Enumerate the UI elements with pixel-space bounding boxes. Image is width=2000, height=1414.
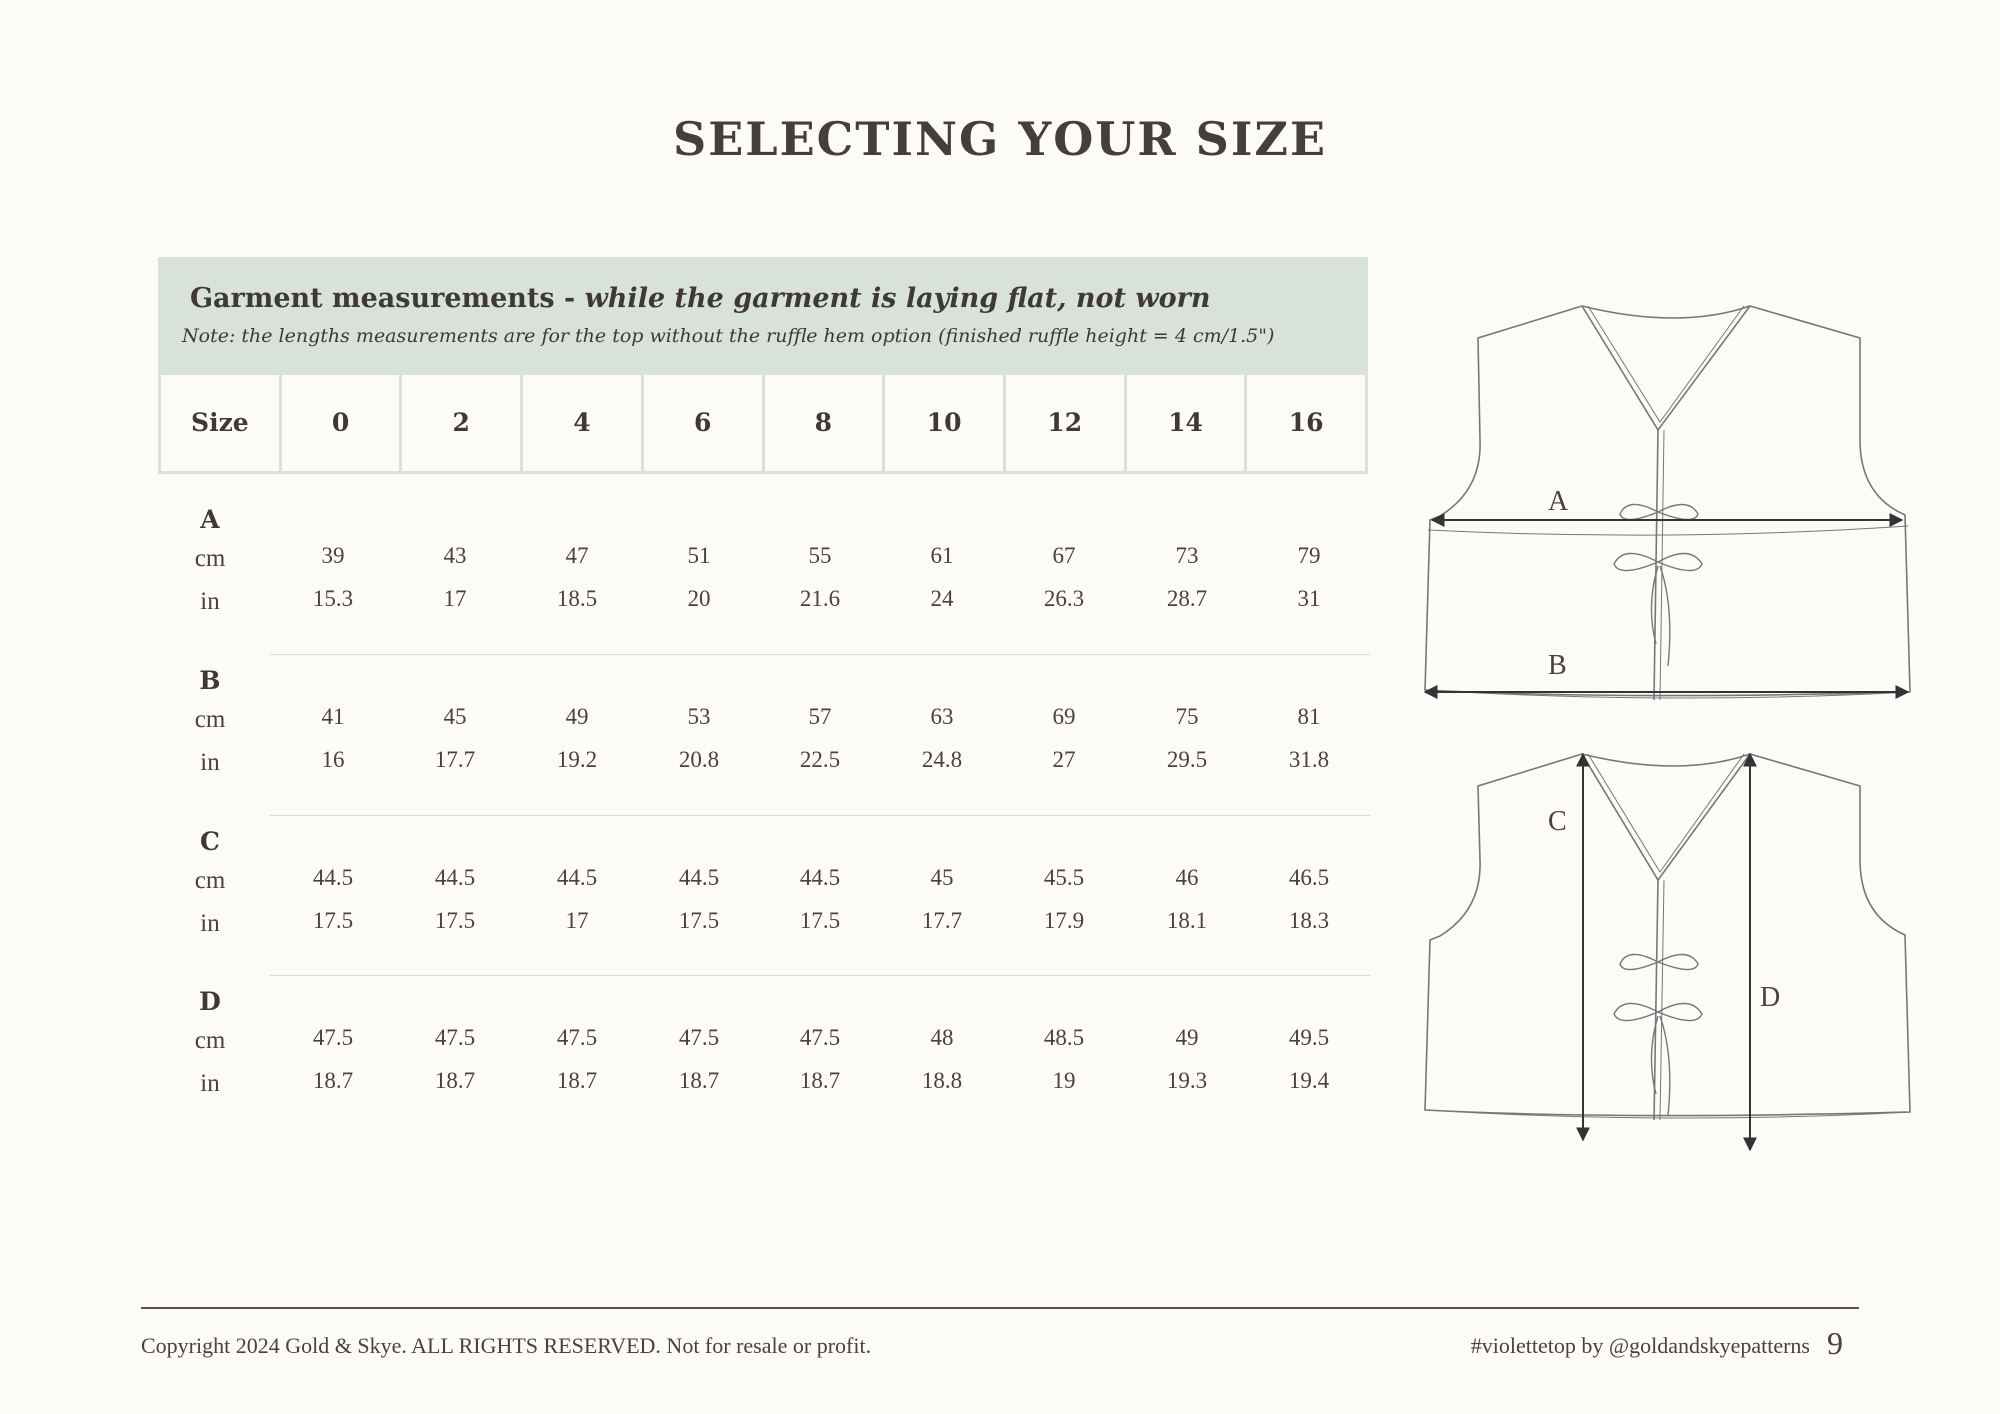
garment-illustration: [1420, 290, 1940, 1170]
value-cell: 46: [1175, 865, 1199, 890]
value-cell: 15.3: [312, 586, 354, 611]
size-header-0: 0: [279, 374, 400, 471]
value-cell: 17: [565, 908, 589, 933]
page-title: SELECTING YOUR SIZE: [672, 112, 1328, 166]
value-cell: 18.8: [921, 1068, 963, 1093]
value-cell: 20: [687, 586, 711, 611]
value-cell: 20.8: [678, 747, 720, 772]
value-cell: 49: [565, 704, 589, 729]
value-cell: 44.5: [678, 865, 720, 890]
value-cell: 79: [1297, 543, 1321, 568]
value-cell: 49: [1175, 1025, 1199, 1050]
label-c: C: [1548, 806, 1567, 837]
table-header-title-text: Garment measurements -: [190, 283, 585, 314]
value-cell: 49.5: [1288, 1025, 1330, 1050]
value-cell: 75: [1175, 704, 1199, 729]
value-cell: 17.7: [434, 747, 476, 772]
value-cell: 47.5: [434, 1025, 476, 1050]
size-header-6: 6: [641, 374, 762, 471]
value-cell: 19.2: [556, 747, 598, 772]
label-a: A: [1548, 486, 1569, 517]
size-header-8: 8: [762, 374, 883, 471]
value-cell: 43: [443, 543, 467, 568]
unit-label-cm: cm: [194, 867, 226, 894]
value-cell: 45.5: [1043, 865, 1085, 890]
size-header-10: 10: [882, 374, 1003, 471]
measurement-letter: A: [200, 505, 220, 534]
value-cell: 45: [930, 865, 954, 890]
value-cell: 18.7: [678, 1068, 720, 1093]
value-cell: 67: [1052, 543, 1076, 568]
value-cell: 69: [1052, 704, 1076, 729]
row-divider: [270, 975, 1370, 976]
size-header-2: 2: [399, 374, 520, 471]
value-cell: 22.5: [799, 747, 841, 772]
value-cell: 47: [565, 543, 589, 568]
table-header-subtitle: while the garment is laying flat, not worn: [584, 283, 1211, 314]
value-cell: 24: [930, 586, 954, 611]
label-b: B: [1548, 650, 1567, 681]
value-cell: 47.5: [799, 1025, 841, 1050]
value-cell: 61: [930, 543, 954, 568]
value-cell: 17.5: [799, 908, 841, 933]
value-cell: 46.5: [1288, 865, 1330, 890]
unit-label-cm: cm: [194, 706, 226, 733]
table-header-title: [190, 283, 1211, 314]
value-cell: 47.5: [556, 1025, 598, 1050]
size-row: [158, 374, 1368, 474]
value-cell: 27: [1052, 747, 1076, 772]
size-header-16: 16: [1244, 374, 1365, 471]
footer-divider: [141, 1307, 1859, 1309]
value-cell: 18.1: [1166, 908, 1208, 933]
value-cell: 57: [808, 704, 832, 729]
table-header-note: Note: the lengths measurements are for the top without the ruffle hem option (finished ruffle height = 4 cm/1.5"): [182, 325, 1275, 347]
measurement-letter: D: [199, 987, 221, 1016]
value-cell: 26.3: [1043, 586, 1085, 611]
footer-credit: #violettetop by @goldandskyepatterns: [1470, 1333, 1810, 1358]
value-cell: 31: [1297, 586, 1321, 611]
value-cell: 39: [321, 543, 345, 568]
unit-label-in: in: [200, 749, 220, 776]
row-divider: [270, 815, 1370, 816]
value-cell: 44.5: [556, 865, 598, 890]
value-cell: 28.7: [1166, 586, 1208, 611]
value-cell: 18.7: [556, 1068, 598, 1093]
vest-front-bottom: [1425, 754, 1910, 1120]
value-cell: 55: [808, 543, 832, 568]
value-cell: 19.4: [1288, 1068, 1330, 1093]
unit-label-cm: cm: [194, 1027, 226, 1054]
page-number: 9: [1827, 1325, 1843, 1361]
footer-copyright: Copyright 2024 Gold & Skye. ALL RIGHTS RESERVED. Not for resale or profit.: [141, 1333, 872, 1358]
value-cell: 17.5: [434, 908, 476, 933]
value-cell: 18.7: [434, 1068, 476, 1093]
value-cell: 47.5: [312, 1025, 354, 1050]
value-cell: 44.5: [434, 865, 476, 890]
value-cell: 81: [1297, 704, 1321, 729]
vest-front-top: [1425, 306, 1910, 700]
value-cell: 19: [1052, 1068, 1076, 1093]
value-cell: 53: [687, 704, 711, 729]
unit-label-in: in: [200, 588, 220, 615]
value-cell: 63: [930, 704, 954, 729]
measurement-group-a: [0, 505, 1400, 645]
value-cell: 18.5: [556, 586, 598, 611]
unit-label-cm: cm: [194, 545, 226, 572]
measurement-group-c: [0, 827, 1400, 967]
value-cell: 18.7: [312, 1068, 354, 1093]
value-cell: 17: [443, 586, 467, 611]
value-cell: 24.8: [921, 747, 963, 772]
measurement-letter: C: [200, 827, 220, 856]
size-header-4: 4: [520, 374, 641, 471]
row-divider: [270, 654, 1370, 655]
value-cell: 19.3: [1166, 1068, 1208, 1093]
value-cell: 17.7: [921, 908, 963, 933]
value-cell: 48: [930, 1025, 954, 1050]
value-cell: 29.5: [1166, 747, 1208, 772]
measurement-group-b: [0, 666, 1400, 806]
value-cell: 44.5: [312, 865, 354, 890]
size-header-12: 12: [1003, 374, 1124, 471]
size-label: Size: [191, 408, 249, 437]
value-cell: 31.8: [1288, 747, 1330, 772]
unit-label-in: in: [200, 910, 220, 937]
unit-label-in: in: [200, 1070, 220, 1097]
value-cell: 73: [1175, 543, 1199, 568]
value-cell: 17.5: [678, 908, 720, 933]
value-cell: 17.5: [312, 908, 354, 933]
value-cell: 51: [687, 543, 711, 568]
table-header: [158, 257, 1368, 375]
measurement-group-d: [0, 987, 1400, 1127]
value-cell: 18.3: [1288, 908, 1330, 933]
measurement-letter: B: [199, 666, 221, 695]
label-d: D: [1760, 982, 1781, 1013]
value-cell: 21.6: [799, 586, 841, 611]
size-header-14: 14: [1124, 374, 1245, 471]
value-cell: 18.7: [799, 1068, 841, 1093]
value-cell: 16: [321, 747, 345, 772]
value-cell: 41: [321, 704, 345, 729]
value-cell: 47.5: [678, 1025, 720, 1050]
value-cell: 45: [443, 704, 467, 729]
value-cell: 44.5: [799, 865, 841, 890]
value-cell: 48.5: [1043, 1025, 1085, 1050]
value-cell: 17.9: [1043, 908, 1085, 933]
